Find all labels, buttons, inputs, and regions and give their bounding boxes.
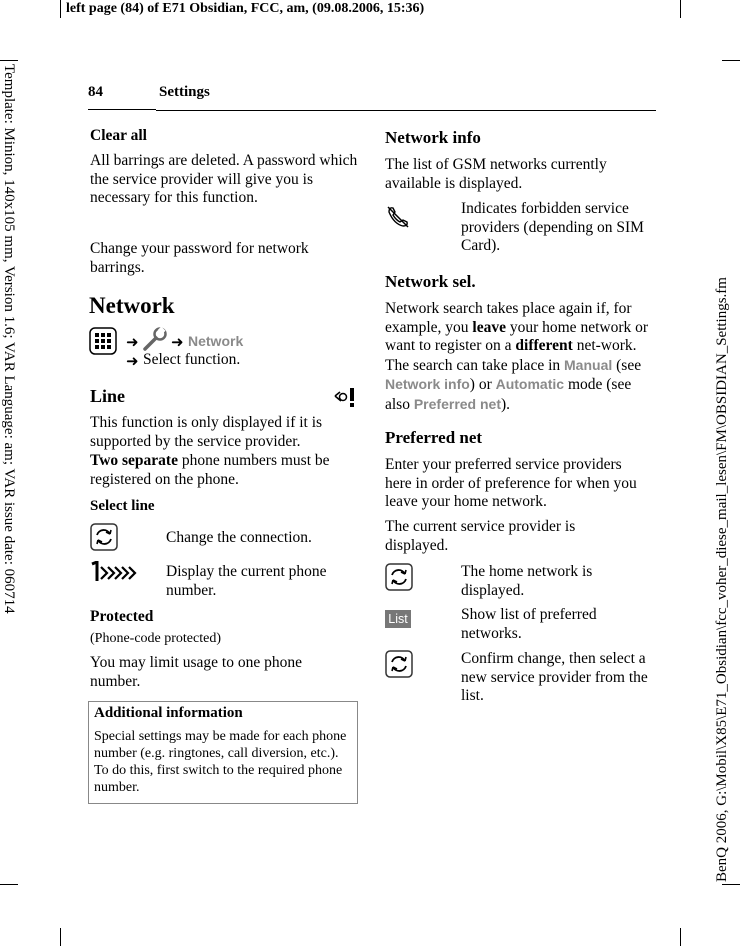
template-info: Template: Minion, 140x105 mm, Version 1.6; VAR Language: am; VAR issue date: 060714 [1, 64, 17, 614]
select-line-row-text: Change the connection. [166, 529, 312, 546]
line-two-separate-text: Two separate phone numbers must be registered on the phone. [90, 452, 330, 488]
section-title: Settings [159, 84, 210, 100]
change-password-text: Change your password for network barrings. [90, 240, 309, 276]
forbidden-network-icon [385, 204, 411, 230]
crop-mark [722, 60, 740, 61]
page-number: 84 [88, 84, 103, 100]
menu-network: Network [188, 333, 244, 349]
network-heading: Network [89, 293, 175, 318]
line-feature-icon [332, 386, 356, 408]
crop-mark [680, 0, 681, 18]
refresh-key-icon [385, 563, 413, 591]
network-sel-heading: Network sel. [385, 272, 476, 291]
current-provider-text: The current service provider is displayed. [385, 518, 576, 554]
crop-mark [60, 0, 61, 18]
network-info-heading: Network info [385, 128, 481, 147]
forbidden-network-text: Indicates forbidden service providers (depending on SIM Card). [461, 200, 644, 254]
network-info-text: The list of GSM networks currently available is displayed. [385, 156, 607, 192]
crop-mark [0, 60, 18, 61]
path-arrow: ➜ [126, 354, 139, 370]
additional-info-title: Additional information [94, 705, 243, 721]
select-line-label: Select line [90, 498, 155, 514]
file-path: BenQ 2006, G:\Mobil\X85\E71_Obsidian\fcc_voher_diese_mail_lesen\FM\OBSIDIAN_Settings.fm [714, 277, 730, 882]
preferred-row-text: Show list of preferred networks. [461, 606, 597, 642]
print-meta: left page (84) of E71 Obsidian, FCC, am, (09.08.2006, 15:36) [66, 1, 425, 16]
header-rule [88, 109, 156, 110]
list-softkey: List [385, 610, 411, 628]
menu-grid-icon [89, 327, 117, 355]
path-arrow: ➜ [126, 335, 139, 351]
preferred-row-text: Confirm change, then select a new service provider from the list. [461, 650, 648, 704]
line-heading: Line [90, 386, 126, 406]
preferred-net-text: Enter your preferred service providers here in order of preference for when you leave your home network. [385, 456, 637, 510]
protected-heading: Protected [90, 608, 154, 625]
protected-subtitle: (Phone-code protected) [90, 631, 221, 646]
crop-mark [0, 884, 18, 885]
crop-mark [60, 928, 61, 946]
select-line-row-text: Display the current phone number. [166, 563, 327, 599]
network-sel-text: Network search takes place again if, for example, you leave your home network or want to register on a different net-work. The search can take place in Manual (see Network info) or Automatic mode (see also Preferred net). [385, 300, 649, 413]
line-text: This function is only displayed if it is supported by the service provider. [90, 414, 323, 450]
header-rule [156, 110, 656, 111]
wrench-icon [141, 327, 169, 353]
additional-info-text: Special settings may be made for each phone number (e.g. ringtones, call diversion, etc.). To do this, first switch to the required phone number. [94, 729, 347, 795]
crop-mark [680, 928, 681, 946]
clear-all-text: All barrings are deleted. A password which the service provider will give you is necessary for this function. [90, 152, 358, 206]
protected-text: You may limit usage to one phone number. [90, 654, 302, 690]
preferred-row-text: The home network is displayed. [461, 563, 593, 599]
refresh-key-icon [90, 523, 118, 551]
refresh-key-icon [385, 650, 413, 678]
select-function-text: Select function. [143, 351, 241, 368]
additional-info-box [88, 701, 358, 804]
clear-all-heading: Clear all [90, 127, 147, 144]
preferred-net-heading: Preferred net [385, 428, 483, 447]
path-arrow: ➜ [171, 335, 184, 351]
hold-key-icon [88, 561, 138, 583]
crop-mark [722, 884, 740, 885]
